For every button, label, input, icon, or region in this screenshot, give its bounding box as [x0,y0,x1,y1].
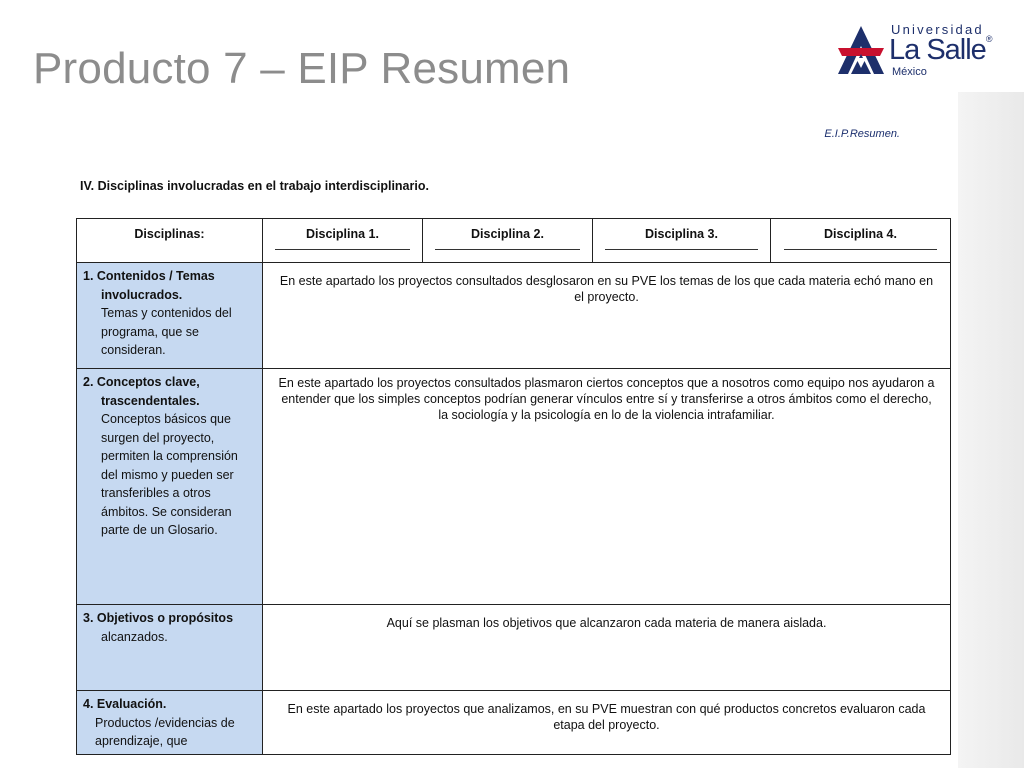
document-header: E.I.P.Resumen. [824,128,900,140]
header-cell: Disciplina 3. [593,219,771,263]
la-salle-logo [836,20,1008,80]
table-row [77,605,951,691]
table-row [77,691,951,755]
logo-country: México [892,66,927,78]
row-content: En este apartado los proyectos consultados desglosaron en su PVE los temas de los que cada materia echó mano en el proyecto. [263,263,951,369]
row-label: 3. Objetivos o propósitos alcanzados. [77,605,263,691]
eip-table [76,218,951,755]
document-image [40,116,958,768]
row-label: 2. Conceptos clave, trascendentales. Conceptos básicos que surgen del proyecto, permiten la comprensión del mismo y pueden ser transferibles a otros ámbitos. Se consideran parte de un Glosario. [77,369,263,605]
table-header-row [77,219,951,263]
section-heading: IV. Disciplinas involucradas en el trabajo interdisciplinario. [80,179,429,193]
table-row [77,369,951,605]
row-label: 4. Evaluación. Productos /evidencias de aprendizaje, que [77,691,263,755]
row-content: Aquí se plasman los objetivos que alcanzaron cada materia de manera aislada. [263,605,951,691]
row-content: En este apartado los proyectos que analizamos, en su PVE muestran con qué productos concretos evaluaron cada etapa del proyecto. [263,691,951,755]
row-label: 1. Contenidos / Temas involucrados. Temas y contenidos del programa, que se consideran. [77,263,263,369]
background-shade [958,92,1024,768]
logo-universidad: Universidad [891,22,984,37]
logo-name: La Salle® [889,34,993,66]
header-cell: Disciplina 4. [771,219,951,263]
header-cell: Disciplina 1. [263,219,423,263]
slide-title: Producto 7 – EIP Resumen [33,44,571,93]
row-content: En este apartado los proyectos consultados plasmaron ciertos conceptos que a nosotros como equipo nos ayudaron a entender que los simples conceptos podrían generar vínculos entre sí y transferirse a otros ámbitos como el derecho, la sociología y la psicología en lo de la violencia intrafamiliar. [263,369,951,605]
table-row [77,263,951,369]
la-salle-star-icon [836,24,886,76]
header-cell: Disciplinas: [77,219,263,263]
header-cell: Disciplina 2. [423,219,593,263]
